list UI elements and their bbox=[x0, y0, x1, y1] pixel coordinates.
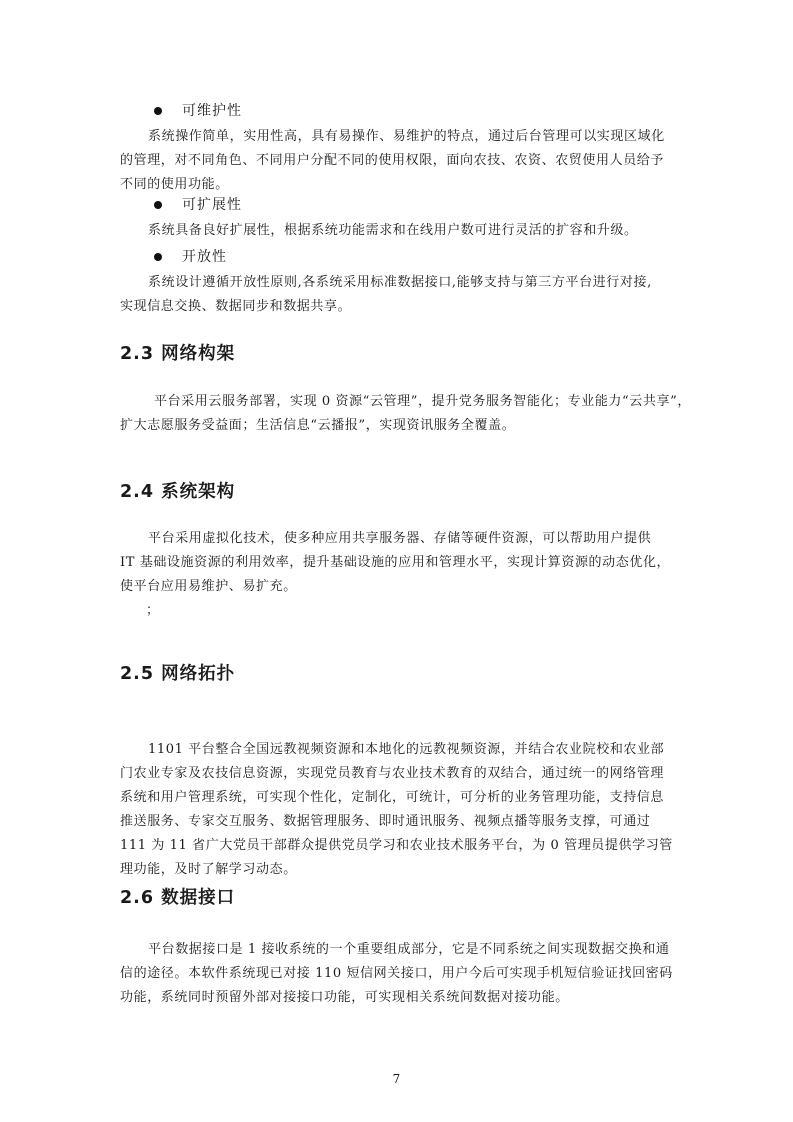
section-heading-2-6: 2.6 数据接口 bbox=[120, 888, 236, 908]
paragraph-line: 系统具备良好扩展性，根据系统功能需求和在线用户数可进行灵活的扩容和升级。 bbox=[148, 223, 638, 238]
paragraph-line: 系统设计遵循开放性原则,各系统采用标准数据接口,能够支持与第三方平台进行对接, bbox=[148, 275, 652, 290]
paragraph-maintainability bbox=[120, 125, 675, 197]
paragraph-network-arch bbox=[120, 390, 691, 438]
paragraph-line: 的管理，对不同角色、不同用户分配不同的使用权限，面向农技、农资、农贸使用人员给予 bbox=[120, 153, 665, 168]
paragraph-line: ； bbox=[146, 603, 160, 618]
paragraph-scalability bbox=[120, 219, 675, 243]
paragraph-line: 实现信息交换、数据同步和数据共享。 bbox=[120, 299, 352, 314]
paragraph-line: 平台采用虚拟化技术，使多种应用共享服务器、存储等硬件资源，可以帮助用户提供 bbox=[148, 531, 652, 546]
section-heading-2-4: 2.4 系统架构 bbox=[120, 482, 236, 502]
bullet-dot-icon bbox=[154, 253, 162, 261]
paragraph-line: 推送服务、专家交互服务、数据管理服务、即时通讯服务、视频点播等服务支撑，可通过 bbox=[120, 814, 651, 829]
paragraph-line: 使平台应用易维护、易扩充。 bbox=[120, 579, 297, 594]
paragraph-line: IT 基础设施资源的利用效率，提升基础设施的应用和管理水平，实现计算资源的动态优化， bbox=[120, 555, 671, 570]
bullet-dot-icon bbox=[154, 201, 162, 209]
paragraph-line: 111 为 11 省广大党员干部群众提供党员学习和农业技术服务平台，为 0 管理员提供学习管 bbox=[120, 838, 673, 853]
bullet-dot-icon bbox=[154, 107, 162, 115]
paragraph-line: 平台数据接口是 1 接收系统的一个重要组成部分，它是不同系统之间实现数据交换和通 bbox=[148, 942, 670, 957]
bullet-title: 可维护性 bbox=[182, 103, 242, 119]
paragraph-line: 门农业专家及农技信息资源，实现党员教育与农业技术教育的双结合，通过统一的网络管理 bbox=[120, 766, 665, 781]
paragraph-line: 系统操作简单，实用性高，具有易操作、易维护的特点，通过后台管理可以实现区域化 bbox=[148, 129, 665, 144]
paragraph-line: 不同的使用功能。 bbox=[120, 177, 229, 192]
bullet-title: 可扩展性 bbox=[182, 197, 242, 213]
paragraph-network-topology bbox=[120, 738, 675, 882]
paragraph-line: 扩大志愿服务受益面；生活信息“云播报”，实现资讯服务全覆盖。 bbox=[120, 418, 516, 433]
paragraph-line: 理功能，及时了解学习动态。 bbox=[120, 862, 297, 877]
paragraph-openness bbox=[120, 271, 675, 319]
section-heading-2-5: 2.5 网络拓扑 bbox=[120, 664, 236, 684]
paragraph-line: 系统和用户管理系统，可实现个性化，定制化，可统计，可分析的业务管理功能，支持信息 bbox=[120, 790, 665, 805]
paragraph-line: 1101 平台整合全国远教视频资源和本地化的远教视频资源，并结合农业院校和农业部 bbox=[148, 742, 665, 757]
document-page bbox=[120, 0, 691, 1122]
bullet-title: 开放性 bbox=[182, 249, 227, 265]
paragraph-line: 功能，系统同时预留外部对接接口功能，可实现相关系统间数据对接功能。 bbox=[120, 990, 569, 1005]
paragraph-line: 信的途径。本软件系统现已对接 110 短信网关接口，用户今后可实现手机短信验证找回密码 bbox=[120, 966, 673, 981]
section-heading-2-3: 2.3 网络构架 bbox=[120, 344, 236, 364]
paragraph-data-interface bbox=[120, 938, 675, 1010]
paragraph-line: 平台采用云服务部署，实现 0 资源“云管理”，提升党务服务智能化；专业能力“云共享”， bbox=[154, 394, 691, 409]
paragraph-system-arch bbox=[120, 527, 675, 623]
page-number: 7 bbox=[392, 1072, 401, 1086]
